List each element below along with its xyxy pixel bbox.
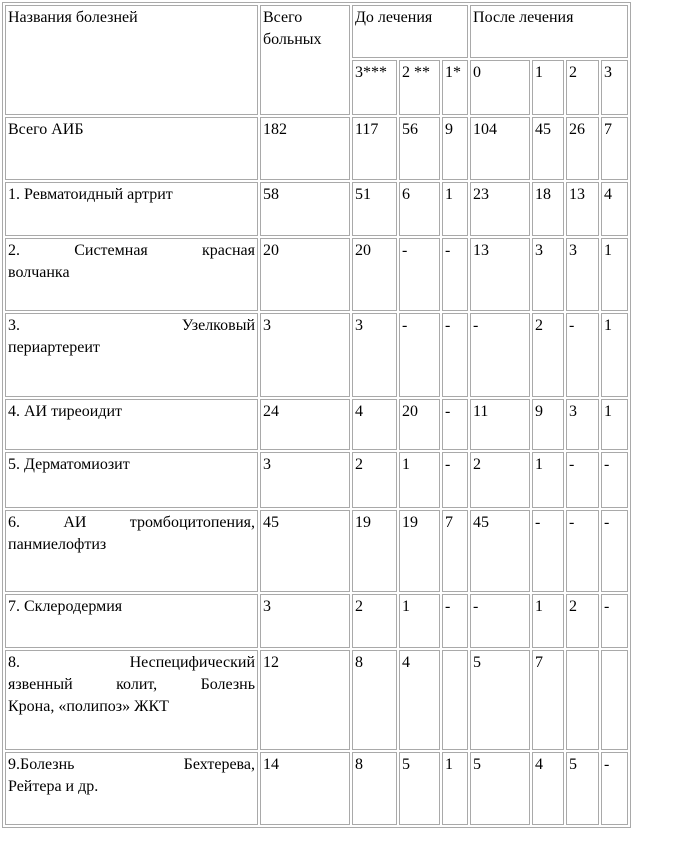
disease-name-line: Крона, «полипоз» ЖКТ <box>8 698 169 715</box>
disease-name-line: Рейтера и др. <box>8 778 99 795</box>
disease-name <box>5 238 258 311</box>
disease-name <box>5 182 258 236</box>
cell-after-2: - <box>566 313 599 397</box>
table-row <box>5 650 628 750</box>
cell-total: 45 <box>260 510 350 592</box>
table-row <box>5 238 628 311</box>
cell-after-3: 1 <box>601 238 628 311</box>
disease-name <box>5 752 258 825</box>
cell-after-1: 2 <box>532 313 564 397</box>
cell-after-1: 18 <box>532 182 564 236</box>
cell-before-3: 2 <box>352 452 397 508</box>
header-total-patients: Всего больных <box>260 5 350 115</box>
cell-after-0: - <box>470 594 530 648</box>
table-row <box>5 594 628 648</box>
cell-after-3: 4 <box>601 182 628 236</box>
cell-after-1: 4 <box>532 752 564 825</box>
cell-after-2: 3 <box>566 238 599 311</box>
disease-name-line: 1. Ревматоидный артрит <box>8 186 173 203</box>
cell-after-0: 104 <box>470 117 530 180</box>
cell-before-2: 1 <box>399 594 440 648</box>
table-row <box>5 313 628 397</box>
disease-name <box>5 452 258 508</box>
cell-before-3: 2 <box>352 594 397 648</box>
disease-name <box>5 117 258 180</box>
cell-after-0: 2 <box>470 452 530 508</box>
cell-after-0: 5 <box>470 650 530 750</box>
cell-after-1: 45 <box>532 117 564 180</box>
cell-before-1: - <box>442 313 468 397</box>
disease-name-line: панмиелофтиз <box>8 536 107 553</box>
cell-before-1: - <box>442 594 468 648</box>
disease-name-line: периартереит <box>8 339 100 356</box>
header-grade-3: 3*** <box>352 60 397 115</box>
cell-after-2: - <box>566 510 599 592</box>
header-before-treatment: До лечения <box>352 5 468 58</box>
cell-before-3: 20 <box>352 238 397 311</box>
cell-before-1: 7 <box>442 510 468 592</box>
cell-after-1: 9 <box>532 399 564 450</box>
cell-before-2: 20 <box>399 399 440 450</box>
cell-after-0: 13 <box>470 238 530 311</box>
disease-name-line: 3. Узелковый <box>8 317 255 334</box>
disease-name-line: волчанка <box>8 264 70 281</box>
table-row <box>5 452 628 508</box>
cell-before-2: 19 <box>399 510 440 592</box>
cell-before-1: 1 <box>442 182 468 236</box>
disease-name-line: 8. Неспецифический <box>8 654 255 671</box>
cell-after-0: 45 <box>470 510 530 592</box>
header-grade-after-3: 3 <box>601 60 628 115</box>
disease-name-line: 6. АИ тромбоцитопения, <box>8 514 255 531</box>
header-grade-after-0: 0 <box>470 60 530 115</box>
cell-before-1 <box>442 650 468 750</box>
cell-before-3: 8 <box>352 752 397 825</box>
cell-before-3: 8 <box>352 650 397 750</box>
disease-name-line: 7. Склеродермия <box>8 598 123 615</box>
cell-after-2 <box>566 650 599 750</box>
disease-name-line: 4. АИ тиреоидит <box>8 403 123 420</box>
table-row <box>5 510 628 592</box>
cell-after-3 <box>601 650 628 750</box>
cell-after-3: - <box>601 594 628 648</box>
table-row <box>5 399 628 450</box>
cell-total: 20 <box>260 238 350 311</box>
cell-total: 182 <box>260 117 350 180</box>
cell-after-0: 5 <box>470 752 530 825</box>
disease-name-line: 9.Болезнь Бехтерева, <box>8 756 255 773</box>
cell-before-3: 3 <box>352 313 397 397</box>
cell-before-2: - <box>399 313 440 397</box>
cell-before-2: 1 <box>399 452 440 508</box>
disease-name <box>5 399 258 450</box>
header-disease-names: Названия болезней <box>5 5 258 115</box>
header-grade-after-1: 1 <box>532 60 564 115</box>
header-row-groups <box>5 5 628 58</box>
cell-total: 58 <box>260 182 350 236</box>
cell-total: 24 <box>260 399 350 450</box>
cell-before-2: 56 <box>399 117 440 180</box>
table-row <box>5 117 628 180</box>
disease-name <box>5 594 258 648</box>
disease-name <box>5 650 258 750</box>
cell-after-3: 1 <box>601 313 628 397</box>
header-grade-after-2: 2 <box>566 60 599 115</box>
cell-after-3: - <box>601 752 628 825</box>
cell-after-3: 1 <box>601 399 628 450</box>
cell-after-2: 13 <box>566 182 599 236</box>
cell-before-1: - <box>442 238 468 311</box>
cell-before-2: 4 <box>399 650 440 750</box>
cell-after-1: 1 <box>532 594 564 648</box>
cell-after-2: 5 <box>566 752 599 825</box>
cell-after-3: - <box>601 510 628 592</box>
cell-after-1: 1 <box>532 452 564 508</box>
cell-before-1: - <box>442 452 468 508</box>
cell-after-0: 23 <box>470 182 530 236</box>
disease-name-line: язвенный колит, Болезнь <box>8 676 255 693</box>
cell-before-3: 117 <box>352 117 397 180</box>
disease-name <box>5 313 258 397</box>
header-grade-1: 1* <box>442 60 468 115</box>
cell-after-2: 26 <box>566 117 599 180</box>
table-row <box>5 182 628 236</box>
disease-name <box>5 510 258 592</box>
cell-after-1: 7 <box>532 650 564 750</box>
cell-after-2: - <box>566 452 599 508</box>
cell-after-1: - <box>532 510 564 592</box>
cell-after-0: - <box>470 313 530 397</box>
cell-before-2: 6 <box>399 182 440 236</box>
cell-total: 12 <box>260 650 350 750</box>
cell-after-3: 7 <box>601 117 628 180</box>
header-after-treatment: После лечения <box>470 5 628 58</box>
disease-name-line: Всего АИБ <box>8 121 84 138</box>
cell-total: 3 <box>260 594 350 648</box>
disease-name-line: 2. Системная красная <box>8 242 255 259</box>
cell-total: 3 <box>260 313 350 397</box>
diseases-table <box>2 2 631 828</box>
cell-total: 14 <box>260 752 350 825</box>
header-grade-2: 2 ** <box>399 60 440 115</box>
cell-after-0: 11 <box>470 399 530 450</box>
disease-name-line: 5. Дерматомиозит <box>8 456 130 473</box>
cell-before-2: 5 <box>399 752 440 825</box>
cell-after-3: - <box>601 452 628 508</box>
cell-total: 3 <box>260 452 350 508</box>
cell-after-2: 2 <box>566 594 599 648</box>
cell-before-1: 1 <box>442 752 468 825</box>
cell-before-3: 4 <box>352 399 397 450</box>
cell-before-2: - <box>399 238 440 311</box>
cell-before-1: - <box>442 399 468 450</box>
cell-after-1: 3 <box>532 238 564 311</box>
cell-after-2: 3 <box>566 399 599 450</box>
table-row <box>5 752 628 825</box>
cell-before-3: 51 <box>352 182 397 236</box>
cell-before-1: 9 <box>442 117 468 180</box>
cell-before-3: 19 <box>352 510 397 592</box>
